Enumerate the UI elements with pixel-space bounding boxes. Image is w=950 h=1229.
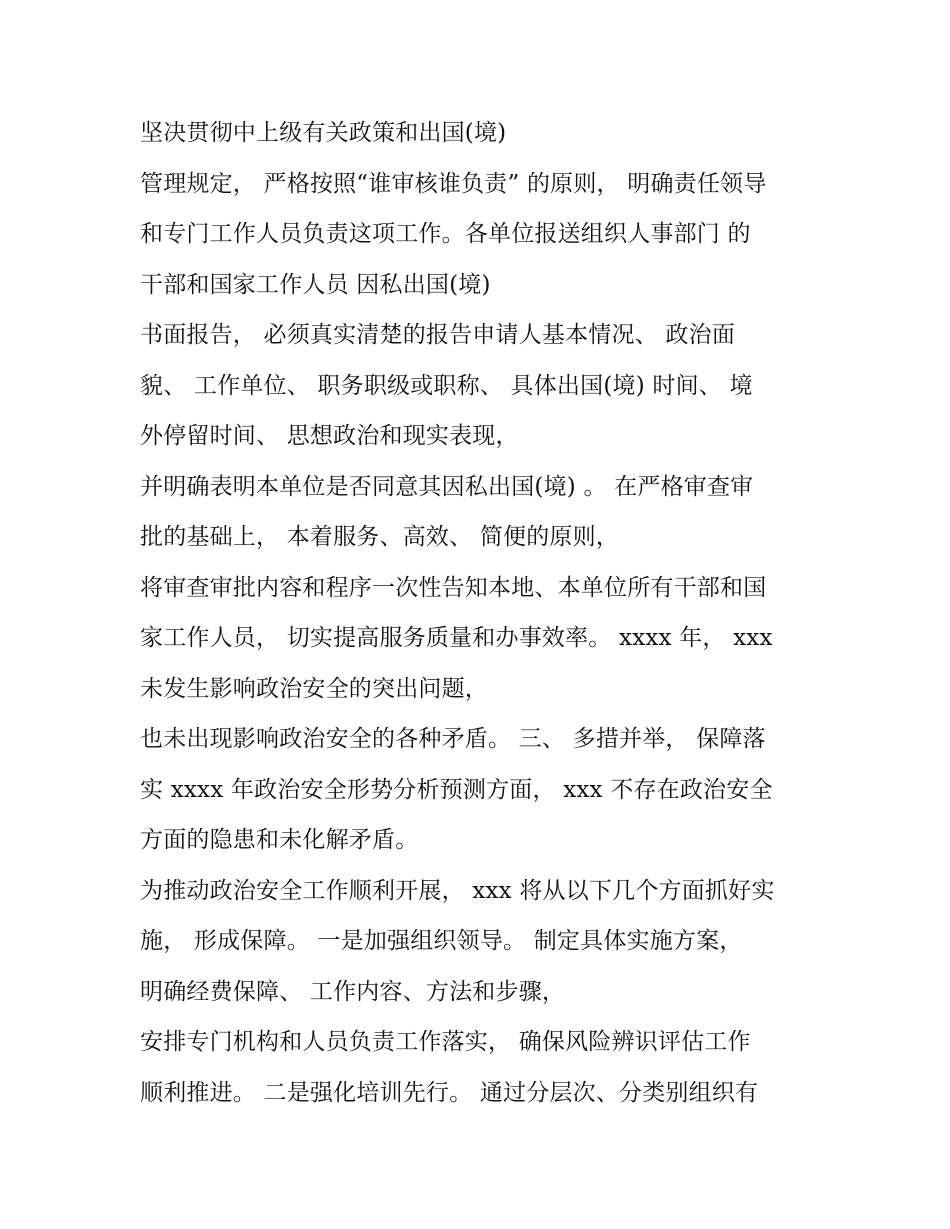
text-line: 顺利推进。 二是强化培训先行。 通过分层次、分类别组织有 — [140, 1079, 759, 1106]
text-line: 也未出现影响政治安全的各种矛盾。 三、 多措并举， 保障落 — [140, 726, 766, 752]
text-line: 方面的隐患和未化解矛盾。 — [140, 827, 419, 853]
text-line: 和专门工作人员负责这项工作。各单位报送组织人事部门 的 — [140, 221, 751, 247]
text-line: 坚决贯彻中上级有关政策和出国(境) — [140, 120, 507, 146]
text-line: 管理规定， 严格按照“谁审核谁负责” 的原则， 明确责任领导 — [140, 170, 767, 197]
text-line: 批的基础上， 本着服务、高效、 简便的原则， — [140, 524, 620, 550]
text-line: 貌、 工作单位、 职务职级或职称、 具体出国(境) 时间、 境 — [140, 372, 753, 399]
text-line: 并明确表明本单位是否同意其因私出国(境) 。 在严格审查审 — [140, 473, 754, 500]
text-line: 书面报告， 必须真实清楚的报告申请人基本情况、 政治面 — [140, 322, 736, 348]
text-line: 明确经费保障、 工作内容、方法和步骤， — [140, 978, 566, 1005]
text-line: 施， 形成保障。 一是加强组织领导。 制定具体实施方案， — [140, 928, 743, 954]
text-line: 干部和国家工作人员 因私出国(境) — [140, 271, 491, 298]
text-line: 家工作人员， 切实提高服务质量和办事效率。 xxxx 年， xxx — [140, 625, 773, 651]
text-line: 安排专门机构和人员负责工作落实， 确保风险辨识评估工作 — [140, 1029, 751, 1055]
text-line: 未发生影响政治安全的突出问题， — [140, 675, 488, 702]
text-line: 实 xxxx 年政治安全形势分析预测方面， xxx 不存在政治安全 — [140, 776, 773, 803]
text-line: 外停留时间、 思想政治和现实表现， — [140, 423, 519, 449]
text-line: 为推动政治安全工作顺利开展， xxx 将从以下几个方面抓好实 — [140, 877, 775, 904]
document-body — [140, 108, 820, 1118]
text-line: 将审查审批内容和程序一次性告知本地、本单位所有干部和国 — [140, 574, 767, 601]
